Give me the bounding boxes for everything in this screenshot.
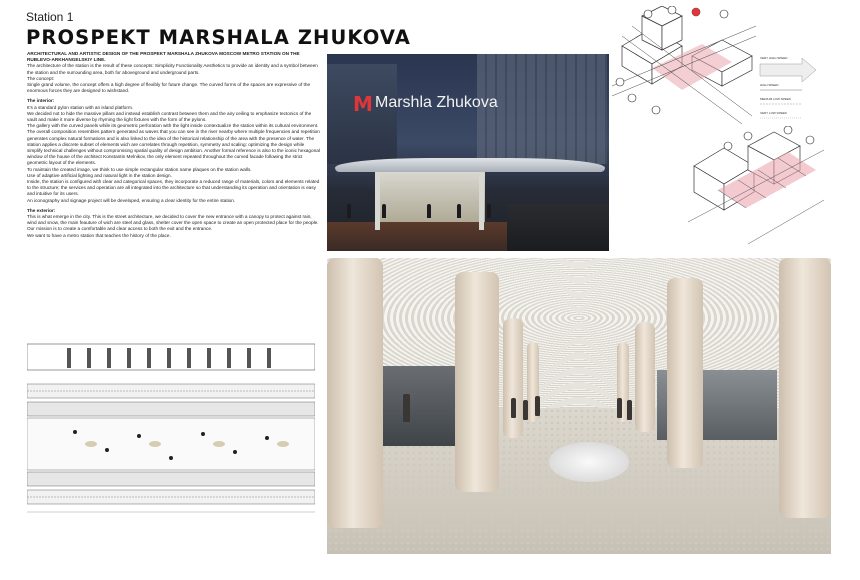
person-figure xyxy=(457,204,461,218)
exterior-paragraph: This is what emerge in the city. This is the street architecture, we decided to cover the new entrance with a canopy to protect against rain, wind and snow, the main feauture of wich are steel and glass, shelter cover the open space to create an open protected place for the people. xyxy=(27,214,319,226)
person-figure xyxy=(382,204,386,218)
site-diagram-top xyxy=(612,6,756,124)
canopy-column xyxy=(375,172,380,230)
station-number: Station 1 xyxy=(26,10,74,24)
curved-bench xyxy=(549,442,629,482)
interior-paragraph: Inside, the station is configured with clear and categorical spaces, they incorporate a reduced range of materials, colors and elements related to the structure; the services and operation are all integrated into the architecture so that understanding its operation and orientation is easy and intuitive for its users. xyxy=(27,179,320,197)
interior-paragraph: The gallery with the curved panels while its geometric perforation with the light inside contextualize the station within its cultural environment. xyxy=(27,123,319,129)
description-column xyxy=(27,51,321,239)
legend-item: HIGH SPEED xyxy=(760,83,779,87)
exterior-render xyxy=(327,54,609,251)
concept-paragraph: Single grand volume, the concept offers a high degree of flexibly for future change. The curved forms of the spaces are expressive of the enormous forces they are designed to wishstand. xyxy=(27,82,311,94)
exterior-paragraph: Our mission is to create a comfortable and clear access to both the exit and the entrance. xyxy=(27,226,213,232)
legend-item: VERY HIGH SPEED xyxy=(760,56,788,60)
interior-paragraph: The overall composition resembles pattern generated as waves that you can see in the river nearby where multiple frequencies and repetition generates complex natural formations and is also linked to the idea of the historical relationship of the area with the presence of water. The station applies a discrete subset of elements wich are correlates through repetition, symmetry and scaling: optimizing the design while simplify technical challenges without compromising spatial quality of design ambition. Another formal reference is also to the iconic hexagonal window of the house of the architect Konstantin Melnikov, the only element repeated throughout the curved facade following the strict geometric layout of the elements. xyxy=(27,129,320,166)
subtitle: ARCHITECTURAL AND ARTISTIC DESIGN OF THE PROSPEKT MARSHALA ZHUKOVA MOSCOW METRO STATION ON THE RUBLEVO-ARKHANGELSKIY LINE. xyxy=(27,51,300,63)
person-figure xyxy=(403,394,410,422)
interior-heading: The interior: xyxy=(27,98,55,104)
canopy-column xyxy=(479,172,484,230)
exterior-paragraph: We want to have a metro station that teaches the history of the place. xyxy=(27,232,171,238)
pylon xyxy=(667,278,703,468)
interior-paragraph: Use of adaptive artificial lighting and natural light in the station design. xyxy=(27,172,172,178)
platform-plan-drawing xyxy=(27,340,315,528)
pylon xyxy=(503,318,523,438)
interior-paragraph: We decided not to hide the massive pillars and instead establish contrast between them and the airy ceiling to emphasize tectonics of the vault and make it more diverse by rhyming the light fixtures with the form of the pylons. xyxy=(27,110,312,123)
pylon xyxy=(779,258,831,518)
concept-label: The concept: xyxy=(27,75,55,81)
person-figure xyxy=(627,400,632,420)
road xyxy=(507,204,609,251)
interior-paragraph: To maintain the created image, we think to use simple rectangular station name plaques on the station walls. xyxy=(27,166,252,172)
legend-item: VERY LOW SPEED xyxy=(760,111,787,115)
pylon xyxy=(635,322,655,432)
speed-legend xyxy=(758,56,818,126)
person-figure xyxy=(487,204,491,218)
person-figure xyxy=(511,398,516,418)
intro-paragraph: The architecture of the station is the result of these concepts: Simplicity Functionality Aesthetics to provide an identity and a symbol between the station and the surrounding area, both for aboveground and underground parts. xyxy=(27,63,318,75)
site-diagram-bottom xyxy=(688,126,824,244)
interior-render xyxy=(327,258,831,554)
person-figure xyxy=(347,204,351,218)
person-figure xyxy=(523,400,528,420)
metro-logo-icon: M xyxy=(353,92,373,116)
page-title: PROSPEKT MARSHALA ZHUKOVA xyxy=(26,26,411,49)
person-figure xyxy=(535,396,540,416)
pylon xyxy=(455,272,499,492)
interior-paragraph: It's a standard pylon station with an island platform. xyxy=(27,104,134,110)
interior-paragraph: An iconography and signage project will be developed, ensuring a clear identity for the entire station. xyxy=(27,197,236,203)
exterior-heading: The exterior: xyxy=(27,207,56,213)
station-sign: Marshla Zhukova xyxy=(375,94,498,111)
person-figure xyxy=(427,204,431,218)
pylon xyxy=(327,258,383,528)
person-figure xyxy=(617,398,622,418)
legend-item: MEDIUM LOW SPEED xyxy=(760,97,791,101)
entrance-canopy xyxy=(335,158,605,172)
